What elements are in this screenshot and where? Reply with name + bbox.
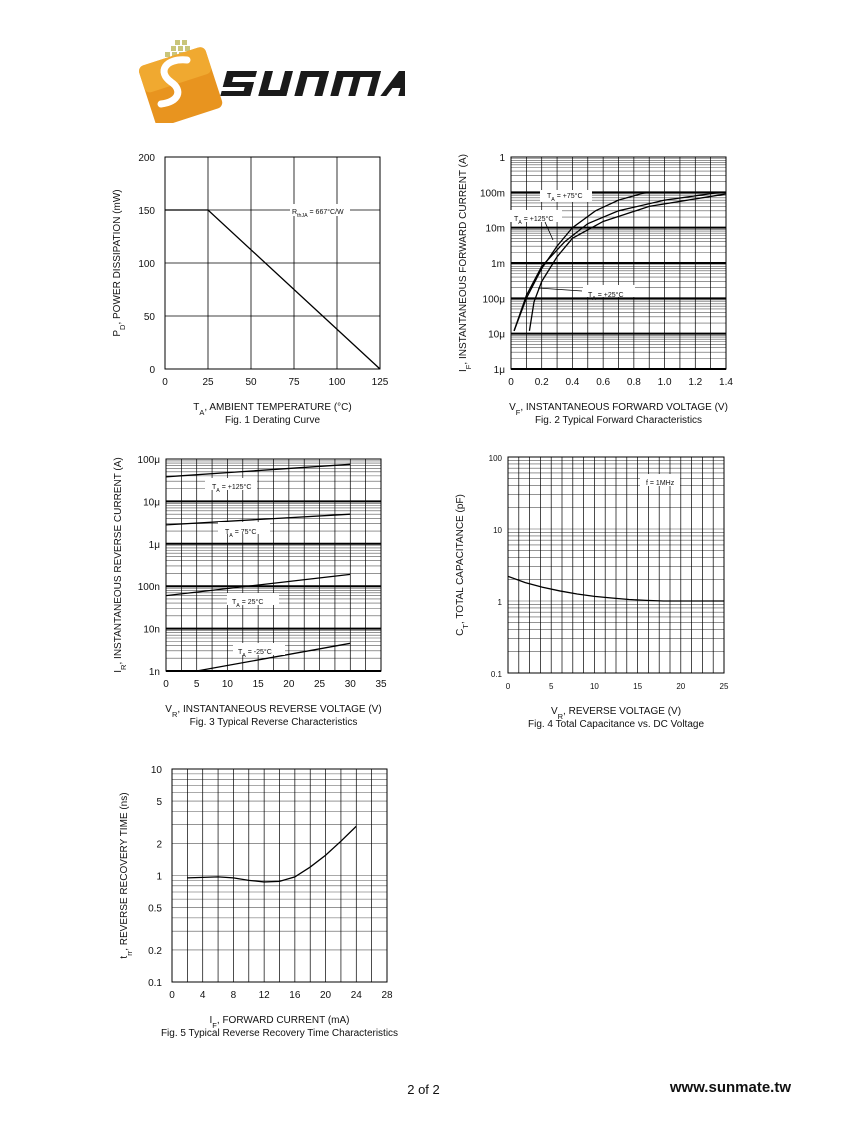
y-tick-label: 0.1 [490, 670, 502, 679]
y-tick-label: 100μ [482, 294, 505, 306]
series-label-1: $T_A = +125^\circ C$ [514, 216, 554, 226]
x-tick-label: 0 [169, 990, 175, 1001]
x-tick-label: 8 [230, 990, 237, 1001]
y-tick-label: 1 [156, 871, 162, 883]
series-label-3: $T_A = -25^\circ C$ [238, 649, 272, 659]
y-tick-label: 2 [156, 839, 162, 851]
x-tick-label: 25 [719, 682, 729, 691]
x-tick-label: 15 [633, 682, 643, 691]
x-tick-label: 0 [508, 377, 514, 388]
y-tick-label: 1n [148, 667, 160, 678]
x-tick-label: 0 [505, 682, 511, 691]
fig3-chart [113, 455, 387, 728]
y-tick-label: 10 [150, 765, 162, 776]
y-tick-label: 1μ [148, 539, 160, 551]
x-tick-label: 1.0 [657, 377, 672, 388]
x-tick-label: 10 [221, 679, 233, 690]
x-tick-label: 0.6 [596, 377, 611, 388]
y-tick-label: 1 [497, 598, 502, 607]
x-tick-label: 15 [252, 679, 264, 690]
fig5-xlabel: $I_F$, FORWARD CURRENT (mA) [209, 1015, 350, 1030]
fig1-xlabel: $T_A$, AMBIENT TEMPERATURE (°C) [193, 402, 352, 417]
x-tick-label: 1.4 [719, 377, 733, 388]
x-tick-label: 24 [350, 990, 362, 1001]
y-tick-label: 100μ [137, 455, 160, 466]
fig4-chart [455, 454, 729, 730]
x-tick-label: 125 [371, 377, 389, 388]
rthja-annotation: $R_{thJA} = 667^\circ C/W$ [292, 209, 344, 219]
x-tick-label: 20 [676, 682, 686, 691]
x-tick-label: 10 [589, 682, 599, 691]
series-label-0: $T_A = +75^\circ C$ [547, 193, 583, 203]
y-tick-label: 0.5 [148, 903, 162, 915]
x-tick-label: 0.4 [565, 377, 580, 388]
x-tick-label: 0 [163, 679, 169, 690]
x-tick-label: 20 [283, 679, 295, 690]
fig2-chart [458, 153, 733, 426]
x-tick-label: 30 [344, 679, 356, 690]
y-tick-label: 0.2 [148, 945, 162, 957]
y-tick-label: 10m [485, 223, 505, 235]
series-label-1: $T_A = 75^\circ C$ [225, 529, 257, 539]
y-tick-label: 100n [137, 582, 160, 594]
x-tick-label: 12 [258, 990, 270, 1001]
y-tick-label: 10μ [143, 497, 160, 509]
y-tick-label: 0 [149, 365, 155, 376]
y-tick-label: 1m [491, 259, 505, 270]
fig4-title: Fig. 4 Total Capacitance vs. DC Voltage [527, 719, 705, 730]
series-label-2: $T_A = +25^\circ C$ [588, 292, 624, 302]
label-leader [538, 288, 582, 291]
fig2-xlabel: $V_F$, INSTANTANEOUS FORWARD VOLTAGE (V) [509, 402, 728, 417]
x-tick-label: 0 [162, 377, 168, 388]
series-label-0: $T_A = +125^\circ C$ [212, 484, 252, 494]
fig2-title: Fig. 2 Typical Forward Characteristics [534, 415, 703, 426]
series-line-0 [187, 826, 356, 882]
fig5-ylabel: $t_{rr}$, REVERSE RECOVERY TIME (ns) [119, 792, 134, 959]
y-tick-label: 100 [488, 454, 502, 463]
y-tick-label: 100 [138, 259, 155, 270]
fig4-xlabel: $V_R$, REVERSE VOLTAGE (V) [550, 706, 682, 721]
y-tick-label: 100m [479, 188, 505, 200]
y-tick-label: 5 [156, 797, 162, 809]
series-label-2: $T_A = 25^\circ C$ [232, 599, 264, 609]
fig3-title: Fig. 3 Typical Reverse Characteristics [189, 717, 358, 728]
x-tick-label: 25 [314, 679, 326, 690]
fig3-xlabel: $V_R$, INSTANTANEOUS REVERSE VOLTAGE (V) [165, 704, 382, 719]
x-tick-label: 25 [202, 377, 214, 388]
x-tick-label: 75 [288, 377, 300, 388]
y-tick-label: 0.1 [148, 978, 162, 989]
series-label-0: f = 1MHz [646, 480, 675, 487]
derating-line [165, 210, 380, 369]
x-tick-label: 4 [199, 990, 206, 1001]
fig5-title: Fig. 5 Typical Reverse Recovery Time Characteristics [160, 1028, 399, 1039]
y-tick-label: 50 [143, 312, 155, 323]
y-tick-label: 1 [499, 153, 505, 164]
x-tick-label: 50 [245, 377, 257, 388]
x-tick-label: 100 [328, 377, 346, 388]
x-tick-label: 5 [548, 682, 554, 691]
y-tick-label: 10μ [488, 329, 505, 341]
fig1-title: Fig. 1 Derating Curve [224, 415, 321, 426]
x-tick-label: 0.8 [626, 377, 641, 388]
y-tick-label: 200 [138, 153, 155, 164]
fig1-ylabel: $P_D$, POWER DISSIPATION (mW) [112, 189, 127, 337]
y-tick-label: 150 [138, 206, 155, 217]
x-tick-label: 20 [320, 990, 332, 1001]
x-tick-label: 35 [375, 679, 387, 690]
x-tick-label: 1.2 [688, 377, 703, 388]
fig2-ylabel: $I_F$, INSTANTANEOUS FORWARD CURRENT (A) [458, 154, 473, 372]
website-url: www.sunmate.tw [669, 1079, 791, 1096]
fig5-chart [119, 765, 398, 1039]
fig1-chart [112, 153, 389, 426]
x-tick-label: 5 [193, 679, 200, 690]
y-tick-label: 10 [493, 526, 502, 535]
y-tick-label: 1μ [493, 365, 505, 376]
x-tick-label: 28 [381, 990, 393, 1001]
x-tick-label: 0.2 [534, 377, 549, 388]
y-tick-label: 10n [143, 624, 160, 636]
fig3-ylabel: $I_R$, INSTANTANEOUS REVERSE CURRENT (A) [113, 457, 128, 673]
fig4-ylabel: $C_T$, TOTAL CAPACITANCE (pF) [455, 494, 470, 636]
page-number: 2 of 2 [407, 1082, 440, 1097]
x-tick-label: 16 [289, 990, 301, 1001]
